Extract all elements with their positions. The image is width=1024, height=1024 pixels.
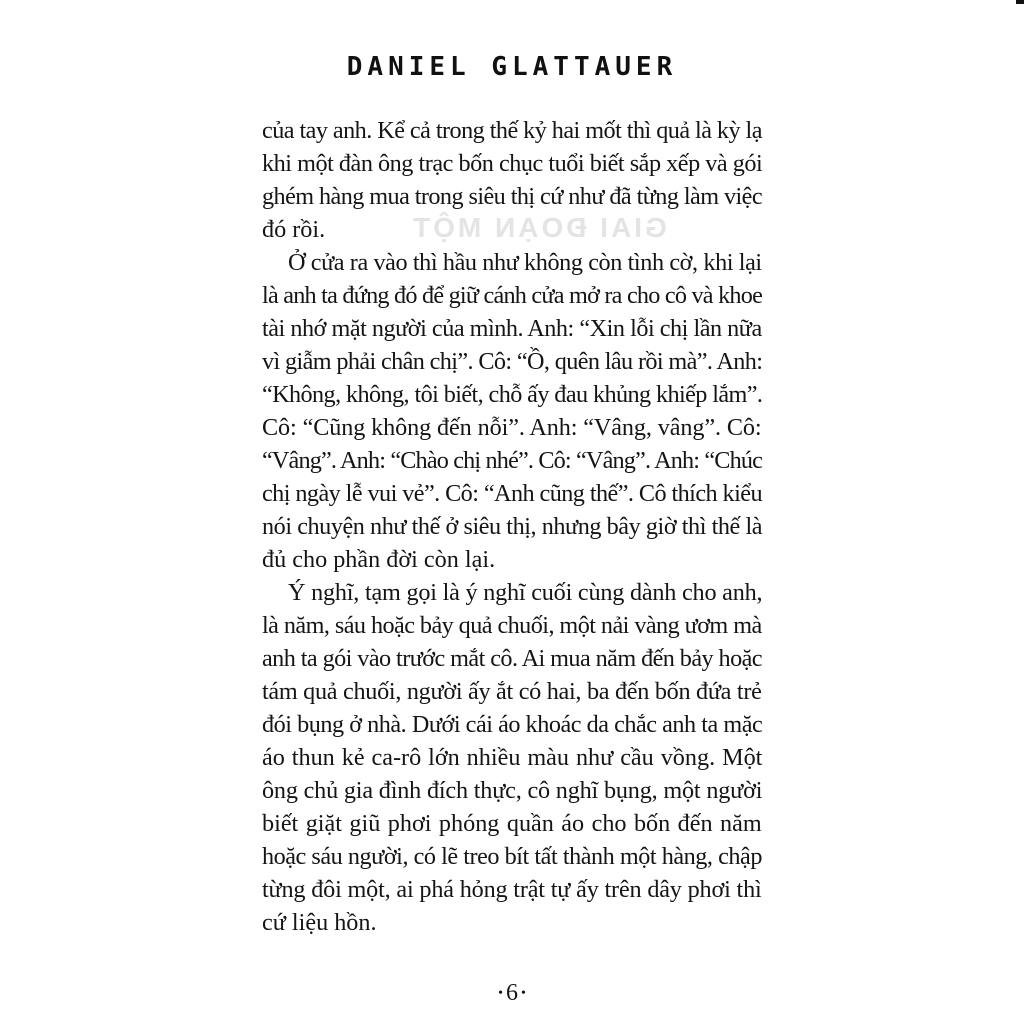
text-line: tài nhớ mặt người của mình. Anh: “Xin lỗi chị lần nữa [262,315,762,342]
paragraph [262,114,762,246]
text-line: “Vâng”. Anh: “Chào chị nhé”. Cô: “Vâng”. Anh: “Chúc [262,447,763,474]
paragraph [262,246,762,576]
text-line: của tay anh. Kể cả trong thế kỷ hai mốt thì quả là kỳ lạ [262,117,762,144]
folio-dot-right: • [521,986,526,1002]
text-line: ghém hàng mua trong siêu thị cứ như đã từng làm việc [262,183,763,210]
text-line: “Không, không, tôi biết, chỗ ấy đau khủng khiếp lắm”. [262,381,763,408]
text-line: đói bụng ở nhà. Dưới cái áo khoác da chắc anh ta mặc [262,711,763,738]
folio-dot-left: • [498,986,503,1002]
text-line: đủ cho phần đời còn lại. [262,546,496,573]
text-line: Ý nghĩ, tạm gọi là ý nghĩ cuối cùng dành cho anh, [288,579,763,606]
text-line: cứ liệu hồn. [262,909,377,936]
text-line: ông chủ gia đình đích thực, cô nghĩ bụng, một người [262,777,763,804]
body-text [262,114,762,939]
text-line: tám quả chuối, người ấy ắt có hai, ba đến bốn đứa trẻ [262,678,762,705]
text-line: từng đôi một, ai phá hỏng trật tự ấy trên dây phơi thì [262,876,762,903]
text-line: Ở cửa ra vào thì hầu như không còn tình cờ, khi lại [288,249,762,276]
bleed-through-heading: GIAI ĐOẠN MỘT [410,212,667,243]
page-folio [0,980,1024,1007]
text-line: là anh ta đứng đó để giữ cánh cửa mở ra cho cô và khoe [262,282,763,309]
text-line: nói chuyện như thế ở siêu thị, nhưng bây giờ thì thế là [262,513,763,540]
text-line: đó rồi. [262,216,326,243]
paragraph [262,576,762,939]
text-line: là năm, sáu hoặc bảy quả chuối, một nải vàng ươm mà [262,612,762,639]
text-line: anh ta gói vào trước mắt cô. Ai mua năm đến bảy hoặc [262,645,762,672]
text-line: vì giẫm phải chân chị”. Cô: “Ồ, quên lâu rồi mà”. Anh: [262,348,763,375]
running-head-author: DANIEL GLATTAUER [346,52,678,82]
text-line: áo thun kẻ ca-rô lớn nhiều màu như cầu vồng. Một [262,744,763,771]
text-line: Cô: “Cũng không đến nỗi”. Anh: “Vâng, vâng”. Cô: [262,414,762,441]
text-line: biết giặt giũ phơi phóng quần áo cho bốn đến năm [262,810,762,837]
text-line: chị ngày lễ vui vẻ”. Cô: “Anh cũng thế”. Cô thích kiểu [262,480,762,507]
corner-mark [1016,0,1024,4]
text-line: khi một đàn ông trạc bốn chục tuổi biết sắp xếp và gói [262,150,763,177]
page-number: 6 [506,980,518,1006]
text-line: hoặc sáu người, có lẽ treo bít tất thành một hàng, chập [262,843,762,870]
